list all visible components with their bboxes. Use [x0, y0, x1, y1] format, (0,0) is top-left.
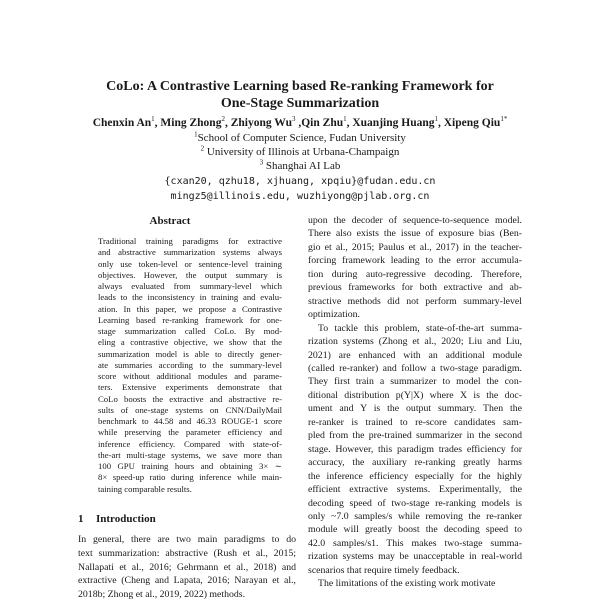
text-line: extractive (Cheng and Lapata, 2016; Narayan et al.,: [78, 575, 296, 587]
text-line: optimization.: [308, 309, 360, 321]
affiliation: $^1$School of Computer Science, Fudan University: [194, 130, 406, 144]
text-line: the inference efficiency especially for the highly: [308, 470, 522, 482]
text-line: ate summaries according to the summary-level: [98, 359, 282, 370]
text-line: pled from the pre-trained summarizer in the second: [308, 430, 522, 442]
text-line: 2018b; Zhong et al., 2019, 2022) methods.: [78, 589, 246, 601]
text-line: and abstractive summarization systems always: [98, 247, 282, 258]
introduction-text-left-column: [78, 533, 296, 602]
text-line: summarization model is able to directly gener-: [98, 348, 282, 359]
text-line: CoLo boosts the extractive and abstractive re-: [98, 393, 282, 404]
text-line: inference efficiency. Compared with state-of-: [98, 438, 282, 449]
text-line: (called re-ranker) and follow a two-stage paradigm.: [308, 362, 522, 374]
author: Zhiyong Wu$^3$: [230, 115, 296, 129]
text-line: In general, there are two main paradigms to do: [78, 534, 296, 545]
author: Xipeng Qiu$^{1*}$: [443, 115, 508, 129]
text-line: decoding speed of two-stage re-ranking models is: [308, 497, 522, 509]
author: Ming Zhong$^2$: [160, 115, 225, 129]
text-line: previous frameworks for both extractive and ab-: [308, 282, 522, 294]
text-line: To tackle this problem, state-of-the-art summa-: [318, 322, 522, 334]
text-line: objectives. However, the output summary is: [98, 269, 282, 280]
text-line: tion during auto-regressive decoding. Therefore,: [308, 268, 522, 280]
abstract-text: [98, 236, 282, 495]
text-line: forcing framework leading to the error accumula-: [308, 255, 522, 267]
text-line: sults of one-stage systems on CNN/DailyMail: [98, 404, 282, 415]
text-line: only ~7.0 samples/s while removing the re-ranker: [308, 510, 522, 522]
text-line: leads to the inconsistency in training and evalu-: [98, 292, 282, 303]
author: Xuanjing Huang$^1$: [352, 115, 438, 129]
text-line: Learning based re-ranking framework for one-: [98, 314, 282, 325]
text-line: only use token-level or sentence-level training: [98, 258, 282, 269]
text-line: upon the decoder of sequence-to-sequence model.: [308, 215, 522, 226]
text-line: always evaluated from summary-level which: [98, 281, 282, 291]
text-line: score without additional modules and parame-: [98, 371, 282, 381]
text-line: 42.0 samples/s1. This makes two-stage summa-: [308, 537, 522, 549]
text-line: ation. In this paper, we propose a Contrastive: [98, 303, 282, 314]
email-line[interactable]: {cxan20, qzhu18, xjhuang, xpqiu}@fudan.edu.cn: [164, 176, 436, 187]
text-line: 100 GPU training hours and obtaining 3× ∼: [98, 461, 282, 471]
email-line[interactable]: mingz5@illinois.edu, wuzhiyong@pjlab.org.cn: [170, 191, 430, 202]
text-line: taining comparable results.: [98, 483, 192, 494]
author: Qin Zhu$^1$: [301, 115, 347, 129]
author: Chenxin An$^1$: [92, 115, 155, 129]
author-list: Chenxin An$^1$, Ming Zhong$^2$, Zhiyong Wu$^3$ ,Qin Zhu$^1$, Xuanjing Huang$^1$, Xipeng Qiu$^{1*}$: [92, 115, 508, 129]
text-line: while preserving the parameter efficiency and: [98, 427, 282, 438]
affiliation: $^2$ University of Illinois at Urbana-Champaign: [200, 144, 400, 158]
text-line: stage. However, this paradigm trades efficiency for: [308, 443, 522, 455]
text-line: module will greatly boost the decoding speed to: [308, 524, 522, 536]
text-line: rization systems (Zhong et al., 2020; Liu and Liu,: [308, 336, 522, 348]
text-line: eling a contrastive objective, we show that the: [98, 337, 282, 348]
text-line: stractive methods did not perform summary-level: [308, 295, 522, 307]
text-line: the-art multi-stage systems, we save more than: [98, 449, 282, 460]
text-line: re-ranker is trained to re-score candidates sam-: [308, 416, 522, 428]
section-number: 1: [78, 513, 84, 525]
abstract-heading: Abstract: [149, 215, 191, 227]
section-heading-introduction: [78, 513, 156, 525]
paper-title-line-1: CoLo: A Contrastive Learning based Re-ranking Framework for: [106, 79, 494, 94]
text-line: Nallapati et al., 2016; Gehrmann et al., 2018) and: [78, 561, 296, 573]
text-line: text summarization: abstractive (Rush et al., 2015;: [78, 547, 296, 559]
text-line: efficient extractive systems. Experimentally, the: [308, 484, 522, 496]
affiliation: $^3$ Shanghai AI Lab: [259, 158, 341, 172]
text-line: ditional distribution p(Y|X) where X is the doc-: [308, 389, 522, 401]
text-line: gio et al., 2015; Paulus et al., 2017) in the teacher-: [308, 241, 522, 253]
text-line: They first train a summarizer to model the con-: [308, 376, 522, 388]
introduction-text-right-column: [308, 214, 522, 591]
text-line: benchmark to 44.58 and 46.33 ROUGE-1 score: [98, 416, 282, 426]
text-line: ument and Y is the output summary. Then the: [308, 403, 522, 415]
text-line: The limitations of the existing work motivate: [318, 578, 496, 590]
text-line: ters. Extensive experiments demonstrate that: [98, 382, 282, 393]
text-line: stage summarization called CoLo. By mod-: [98, 326, 282, 336]
text-line: There also exists the issue of exposure bias (Ben-: [308, 228, 522, 240]
text-line: scenarios that require timely feedback.: [308, 564, 460, 576]
paper-title-line-2: One-Stage Summarization: [220, 96, 380, 111]
text-line: 2021) are enhanced with an additional module: [308, 349, 522, 361]
text-line: Traditional training paradigms for extractive: [98, 236, 282, 246]
text-line: accuracy, the auxiliary re-ranking greatly harms: [308, 457, 522, 469]
text-line: 8× speed-up ratio during inference while main-: [98, 472, 282, 483]
section-title: Introduction: [96, 513, 156, 525]
text-line: rization systems may be unacceptable in real-world: [308, 551, 522, 563]
